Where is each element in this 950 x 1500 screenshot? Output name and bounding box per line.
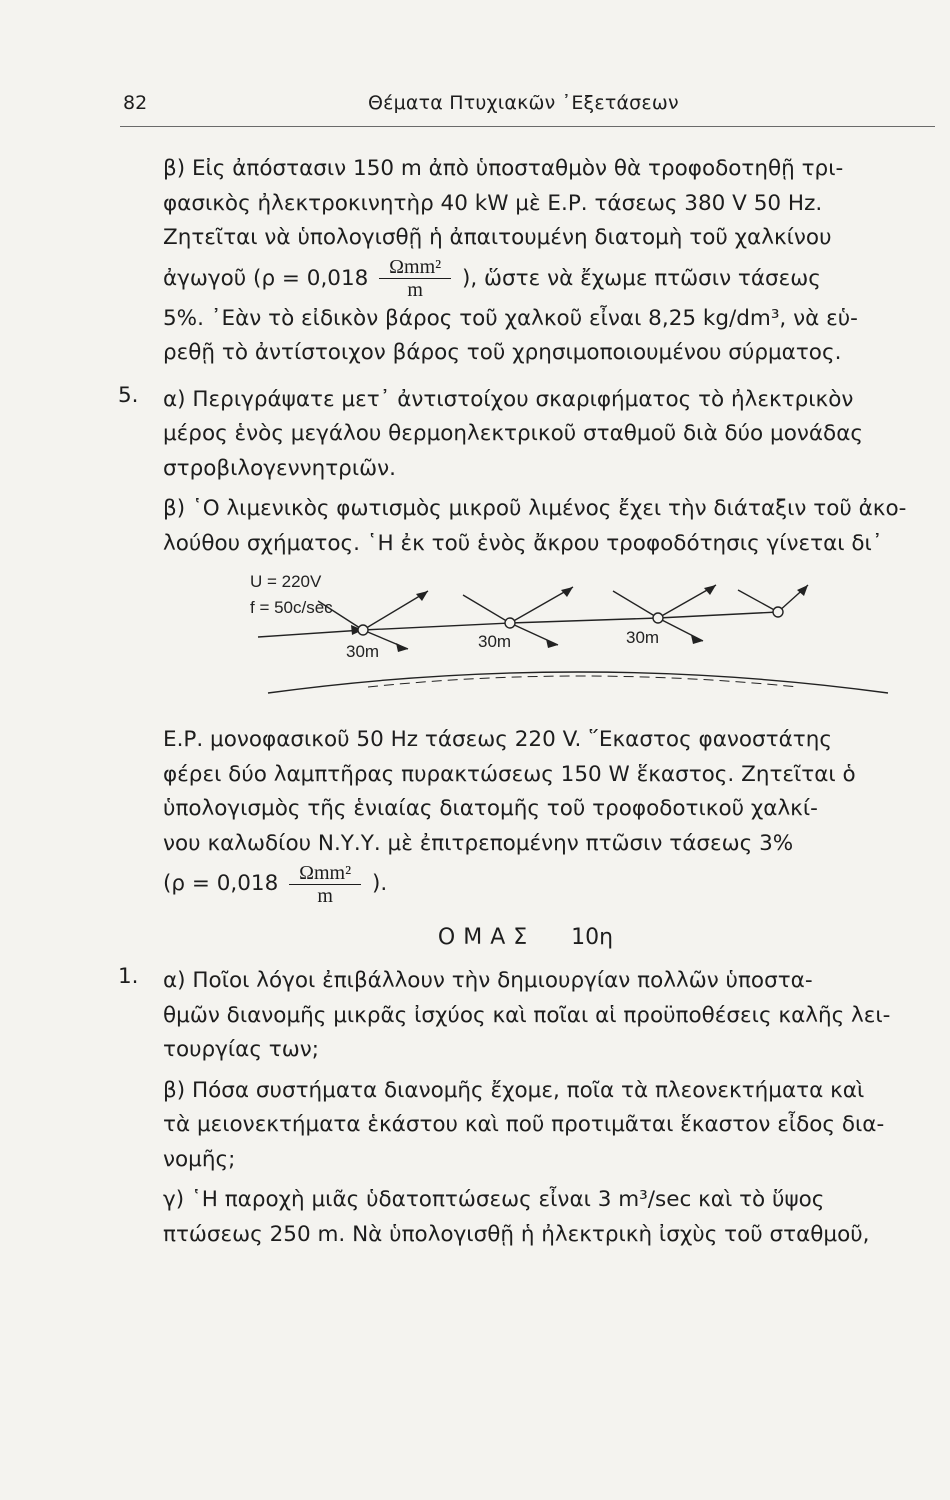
lamp-arm xyxy=(738,590,778,612)
text-line: β) Εἰς ἀπόστασιν 150 m ἀπὸ ὑποσταθμὸν θὰ τροφοδοτηθῇ τρι- xyxy=(163,156,844,181)
text-line: λούθου σχήματος. ῾Η ἐκ τοῦ ἑνὸς ἄκρου τροφοδότησις γίνεται δι᾿ xyxy=(163,530,883,556)
page-body xyxy=(118,152,933,1252)
header-rule xyxy=(120,126,935,127)
text-segment: ). xyxy=(371,871,388,896)
resistivity-fraction xyxy=(289,862,361,907)
question-number: 1. xyxy=(118,964,139,989)
text-line: τουργίας των; xyxy=(163,1037,320,1062)
text-line: νομῆς; xyxy=(163,1146,236,1172)
feeder-line xyxy=(258,630,363,637)
text-line: α) Περιγράψατε μετ᾿ ἀντιστοίχου σκαριφήματος τὸ ἠλεκτρικὸν xyxy=(163,386,854,412)
frequency-label: f = 50c/sec xyxy=(250,598,333,617)
question-4b xyxy=(118,152,933,371)
text-segment: ), ὥστε νὰ ἔχωμε πτῶσιν τάσεως xyxy=(462,265,821,291)
text-line: Ζητεῖται νὰ ὑπολογισθῇ ἡ ἀπαιτουμένη διατομὴ τοῦ χαλκίνου xyxy=(163,225,832,250)
text-line: β) Πόσα συστήματα διανομῆς ἔχομε, ποῖα τὰ πλεονεκτήματα καὶ xyxy=(163,1077,865,1103)
text-line: θμῶν διανομῆς μικρᾶς ἰσχύος καὶ ποῖαι αἱ προϋποθέσεις καλῆς λει- xyxy=(163,1002,891,1028)
text-line: α) Ποῖοι λόγοι ἐπιβάλλουν τὴν δημιουργίαν πολλῶν ὑποστα- xyxy=(163,968,813,993)
text-line-with-fraction xyxy=(118,256,933,302)
fraction-denominator: m xyxy=(407,279,423,301)
lamp-post xyxy=(773,607,783,617)
fraction-denominator: m xyxy=(317,884,333,907)
lamp-arm xyxy=(363,591,428,630)
arrowhead xyxy=(416,591,428,601)
question-5 xyxy=(118,383,933,908)
lamp-post xyxy=(653,613,663,623)
text-line: ρεθῇ τὸ ἀντίστοιχον βάρος τοῦ χρησιμοποιουμένου σύρματος. xyxy=(163,340,842,365)
arrowhead xyxy=(561,587,573,597)
text-line: τὰ μειονεκτήματα ἑκάστου καὶ ποῦ προτιμᾶται ἕκαστον εἶδος δια- xyxy=(163,1112,885,1137)
text-segment: ἀγωγοῦ (ρ = 0,018 xyxy=(163,265,369,291)
question-number: 5. xyxy=(118,382,139,408)
diagram-svg xyxy=(118,565,933,715)
text-line: 5%. ᾿Εὰν τὸ εἰδικὸν βάρος τοῦ χαλκοῦ εἶναι 8,25 kg/dm³, νὰ εὑ- xyxy=(163,305,858,331)
page-header xyxy=(123,92,933,120)
text-line: γ) ῾Η παροχὴ μιᾶς ὑδατοπτώσεως εἶναι 3 m³/sec καὶ τὸ ὕψος xyxy=(163,1187,825,1212)
shoreline xyxy=(268,672,888,693)
lamp-post xyxy=(505,618,515,628)
span-label: 30m xyxy=(478,632,512,651)
lamp-post xyxy=(358,625,368,635)
section-heading xyxy=(118,925,933,950)
resistivity-fraction xyxy=(379,256,451,301)
running-title: Θέματα Πτυχιακῶν ᾿Εξετάσεων xyxy=(368,92,679,114)
text-line: φέρει δύο λαμπτῆρας πυρακτώσεως 150 W ἕκαστος. Ζητεῖται ὁ xyxy=(163,761,856,787)
text-line: πτώσεως 250 m. Νὰ ὑπολογισθῇ ἡ ἠλεκτρικὴ ἰσχὺς τοῦ σταθμοῦ, xyxy=(163,1221,870,1247)
section-title: ΟΜΑΣ xyxy=(437,925,536,950)
lamp-arm xyxy=(658,618,703,641)
text-line: Ε.Ρ. μονοφασικοῦ 50 Hz τάσεως 220 V. ῞Εκαστος φανοστάτης xyxy=(163,727,832,752)
text-line: φασικὸς ἠλεκτροκινητὴρ 40 kW μὲ Ε.Ρ. τάσεως 380 V 50 Hz. xyxy=(163,190,823,216)
harbor-lighting-diagram xyxy=(118,565,933,715)
page-number: 82 xyxy=(123,92,148,114)
lamp-arm xyxy=(463,595,510,623)
cable-line xyxy=(363,612,778,630)
section-number: 10η xyxy=(571,925,614,950)
text-line: β) ῾Ο λιμενικὸς φωτισμὸς μικροῦ λιμένος ἔχει τὴν διάταξιν τοῦ ἀκο- xyxy=(163,496,907,521)
text-segment: (ρ = 0,018 xyxy=(163,871,279,896)
arrowhead xyxy=(704,585,716,595)
voltage-label: U = 220V xyxy=(250,572,322,591)
span-label: 30m xyxy=(346,642,380,661)
text-line: μέρος ἑνὸς μεγάλου θερμοηλεκτρικοῦ σταθμοῦ διὰ δύο μονάδας xyxy=(163,421,863,446)
text-line-with-fraction xyxy=(118,861,933,907)
group10-question-1 xyxy=(118,964,933,1252)
lamp-arm xyxy=(613,591,658,618)
text-line: στροβιλογεννητριῶν. xyxy=(163,455,396,481)
fraction-numerator: Ωmm² xyxy=(379,256,451,279)
text-line: νου καλωδίου Ν.Υ.Υ. μὲ ἐπιτρεπομένην πτῶσιν τάσεως 3% xyxy=(163,830,794,856)
fraction-numerator: Ωmm² xyxy=(289,862,361,885)
text-line: ὑπολογισμὸς τῆς ἑνιαίας διατομῆς τοῦ τροφοδοτικοῦ χαλκί- xyxy=(163,796,818,821)
span-label: 30m xyxy=(626,628,660,647)
